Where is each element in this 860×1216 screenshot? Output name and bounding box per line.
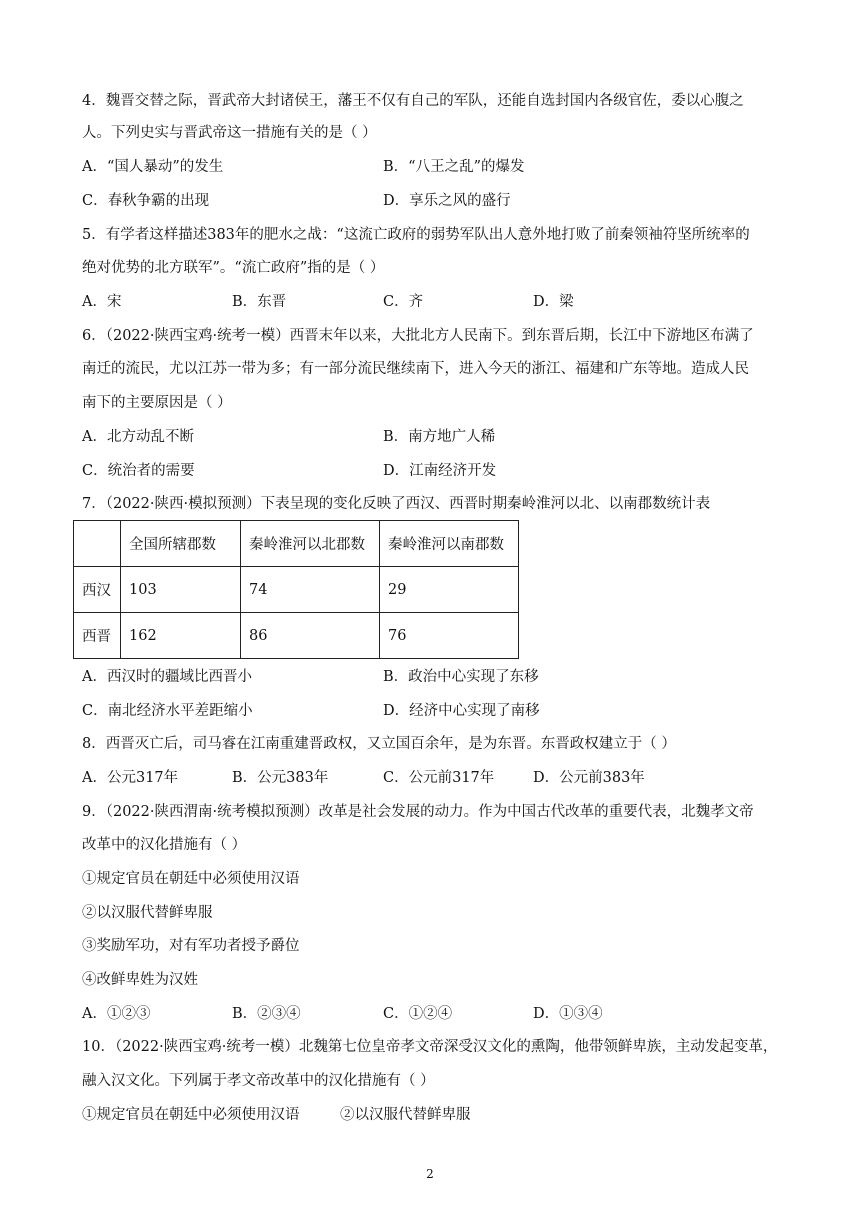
q6-stem-line-1: 6．（2022·陕西宝鸡·统考一模）西晋末年以来，大批北方人民南下。到东晋后期，长江中下游地区布满了 [82,328,754,344]
table-cell: 162 [121,613,241,659]
q4-stem-line-1: 4．魏晋交替之际，晋武帝大封诸侯王，藩王不仅有自己的军队，还能自选封国内各级官佐，委以心腹之 [82,93,744,109]
q8-option-c: C．公元前317年 [383,770,495,786]
q5-stem-line-2: 绝对优势的北方联军”。“流亡政府”指的是（ ） [82,260,385,276]
table-cell: 西晋 [74,613,121,659]
q5-option-d: D．梁 [533,294,574,310]
q6-stem-line-3: 南下的主要原因是（ ） [82,395,232,411]
q10-item-1: ①规定官员在朝廷中必须使用汉语 [82,1107,300,1123]
table-header-row [74,521,519,567]
q5-stem-line-1: 5．有学者这样描述383年的肥水之战：“这流亡政府的弱势军队出人意外地打败了前秦领袖符坚所统率的 [82,227,750,243]
q8-stem-line-1: 8．西晋灭亡后，司马睿在江南重建晋政权，又立国百余年，是为东晋。东晋政权建立于（ ） [82,736,676,752]
q9-option-d: D．①③④ [533,1006,603,1022]
q6-option-b: B．南方地广人稀 [383,429,496,445]
q7-option-b: B．政治中心实现了东移 [383,669,539,685]
table-cell: 76 [380,613,519,659]
q9-option-c: C．①②④ [383,1006,453,1022]
q7-option-a: A．西汉时的疆域比西晋小 [82,669,252,685]
q10-stem-line-1: 10．（2022·陕西宝鸡·统考一模）北魏第七位皇帝孝文帝深受汉文化的熏陶，他带领鲜卑族，主动发起变革， [82,1039,778,1055]
commandery-stats-table [73,520,519,659]
q8-option-a: A．公元317年 [82,770,179,786]
q8-option-b: B．公元383年 [232,770,329,786]
table-cell: 29 [380,567,519,613]
table-cell: 86 [241,613,380,659]
table-row [74,613,519,659]
q10-stem-line-2: 融入汉文化。下列属于孝文帝改革中的汉化措施有（ ） [82,1073,435,1089]
q9-stem-line-2: 改革中的汉化措施有（ ） [82,837,247,853]
q7-option-c: C．南北经济水平差距缩小 [82,703,253,719]
q7-option-d: D．经济中心实现了南移 [383,703,540,719]
q6-option-d: D．江南经济开发 [383,463,497,479]
q9-option-a: A．①②③ [82,1006,151,1022]
q4-option-b: B．“八王之乱”的爆发 [383,159,525,175]
q9-item-1: ①规定官员在朝廷中必须使用汉语 [82,871,300,887]
q9-item-3: ③奖励军功，对有军功者授予爵位 [82,938,300,954]
q4-stem-line-2: 人。下列史实与晋武帝这一措施有关的是（ ） [82,125,377,141]
table-cell: 西汉 [74,567,121,613]
table-cell: 74 [241,567,380,613]
q4-option-d: D．享乐之风的盛行 [383,193,511,209]
page-number: 2 [426,1167,434,1181]
q5-option-b: B．东晋 [232,294,287,310]
q6-stem-line-2: 南迁的流民，尤以江苏一带为多；有一部分流民继续南下，进入今天的浙江、福建和广东等地。造成人民 [82,361,749,377]
table-header-cell: 全国所辖郡数 [121,521,241,567]
table-row [74,567,519,613]
q9-item-4: ④改鲜卑姓为汉姓 [82,972,198,988]
table-header-cell [74,521,121,567]
q6-option-c: C．统治者的需要 [82,463,195,479]
q10-item-2: ②以汉服代替鲜卑服 [340,1107,471,1123]
table-header-cell: 秦岭淮河以南郡数 [380,521,519,567]
q7-stem-line-1: 7．（2022·陕西·模拟预测）下表呈现的变化反映了西汉、西晋时期秦岭淮河以北、以南郡数统计表 [82,496,711,512]
q4-option-a: A．“国人暴动”的发生 [82,159,224,175]
q6-option-a: A．北方动乱不断 [82,429,194,445]
q9-option-b: B．②③④ [232,1006,301,1022]
q5-option-a: A．宋 [82,294,122,310]
q9-item-2: ②以汉服代替鲜卑服 [82,905,213,921]
q4-option-c: C．春秋争霸的出现 [82,193,210,209]
table-cell: 103 [121,567,241,613]
q8-option-d: D．公元前383年 [533,770,645,786]
q9-stem-line-1: 9．（2022·陕西渭南·统考模拟预测）改革是社会发展的动力。作为中国古代改革的重要代表，北魏孝文帝 [82,804,754,820]
q5-option-c: C．齐 [383,294,424,310]
table-header-cell: 秦岭淮河以北郡数 [241,521,380,567]
